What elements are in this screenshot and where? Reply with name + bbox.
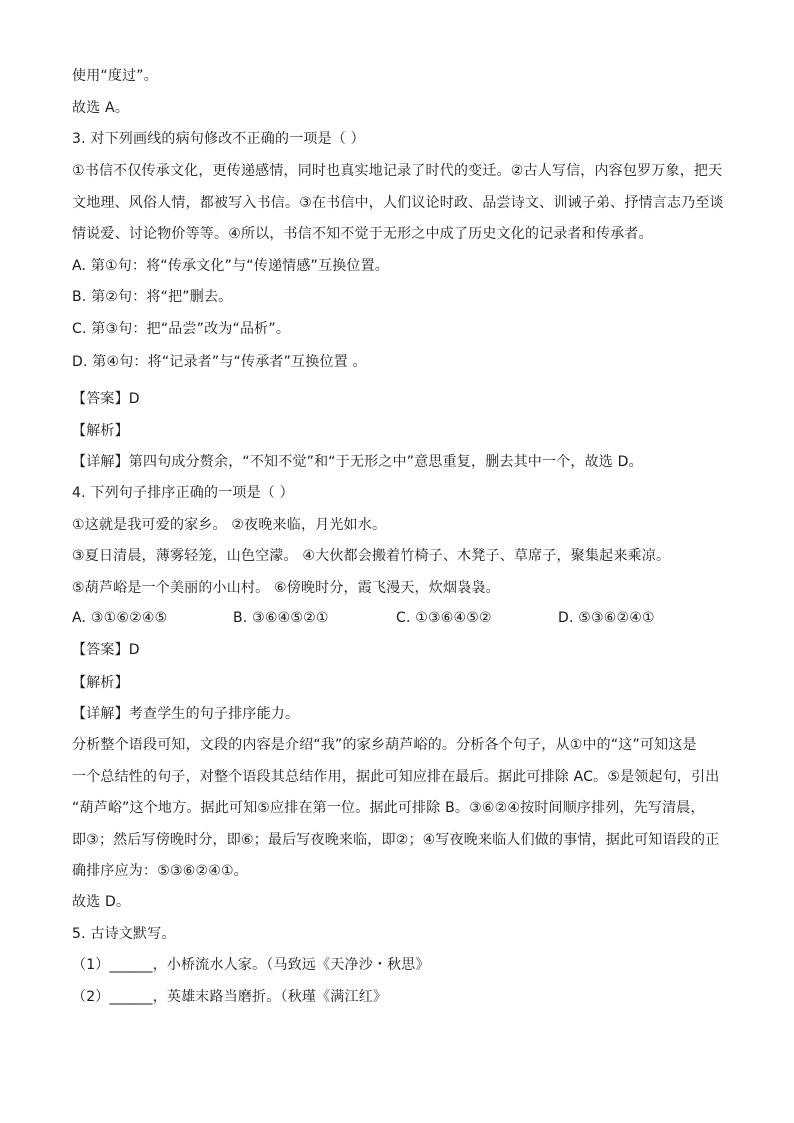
question-4-explanation-line: 一个总结性的句子，对整个语段其总结作用，据此可知应排在最后。据此可排除 AC。⑤是领起句，引出 bbox=[72, 769, 720, 785]
question-4-sentence-line: ①这就是我可爱的家乡。 ②夜晚来临，月光如水。 bbox=[72, 517, 387, 533]
question-4-explanation-line: 分析整个语段可知，文段的内容是介绍“我”的家乡葫芦峪的。分析各个句子，从①中的“这”可知这是 bbox=[72, 737, 697, 753]
question-5-blank-1: （1）______，小桥流水人家。（马致远《天净沙・秋思》 bbox=[72, 957, 430, 973]
question-4-option-a: A. ③①⑥②④⑤ bbox=[72, 610, 168, 626]
question-4-detail: 【详解】考查学生的句子排序能力。 bbox=[72, 706, 300, 722]
question-4-stem: 4. 下列句子排序正确的一项是（ ） bbox=[72, 485, 294, 501]
question-3-option-d: D. 第④句：将“记录者”与“传承者”互换位置 。 bbox=[72, 354, 367, 370]
question-4-explanation-line: 即③；然后写傍晚时分，即⑥；最后写夜晚来临，即②；④写夜晚来临人们做的事情，据此可知语段的正 bbox=[72, 832, 720, 848]
question-3-passage-line: 情说爱、讨论物价等等。④所以，书信不知不觉于无形之中成了历史文化的记录者和传承者。 bbox=[72, 226, 653, 242]
question-3-passage-line: ①书信不仅传承文化，更传递感情，同时也真实地记录了时代的变迁。②古人写信，内容包罗万象，把天 bbox=[72, 163, 723, 179]
question-4-option-b: B. ③⑥④⑤②① bbox=[233, 610, 329, 626]
question-4-analysis-label: 【解析】 bbox=[72, 675, 129, 691]
text-line: 故选 A。 bbox=[72, 100, 130, 116]
text-line: 使用“度过”。 bbox=[72, 68, 158, 84]
question-3-answer: 【答案】D bbox=[72, 391, 140, 407]
question-3-option-a: A. 第①句：将“传承文化”与“传递情感”互换位置。 bbox=[72, 258, 389, 274]
question-4-explanation-line: 确排序应为：⑤③⑥②④①。 bbox=[72, 863, 248, 879]
question-4-explanation-line: “葫芦峪”这个地方。据此可知⑤应排在第一位。据此可排除 B。③⑥②④按时间顺序排列，先写清晨， bbox=[72, 800, 705, 816]
question-3-stem: 3. 对下列画线的病句修改不正确的一项是（ ） bbox=[72, 131, 365, 147]
question-3-analysis-label: 【解析】 bbox=[72, 423, 129, 439]
question-5-stem: 5. 古诗文默写。 bbox=[72, 926, 176, 942]
question-4-sentence-line: ③夏日清晨，薄雾轻笼，山色空濛。 ④大伙都会搬着竹椅子、木凳子、草席子，聚集起来乘凉。 bbox=[72, 548, 671, 564]
question-4-sentence-line: ⑤葫芦峪是一个美丽的小山村。 ⑥傍晚时分，霞飞漫天，炊烟袅袅。 bbox=[72, 580, 500, 596]
question-3-option-c: C. 第③句：把“品尝”改为“品析”。 bbox=[72, 321, 291, 337]
question-3-passage-line: 文地理、风俗人情，都被写入书信。③在书信中，人们议论时政、品尝诗文、训诫子弟、抒情言志乃至谈 bbox=[72, 195, 724, 211]
question-5-blank-2: （2）______，英雄末路当磨折。（秋瑾《满江红》 bbox=[72, 989, 388, 1005]
question-4-option-d: D. ⑤③⑥②④① bbox=[558, 610, 655, 626]
question-4-answer: 【答案】D bbox=[72, 642, 140, 658]
question-3-detail: 【详解】第四句成分赘余，“不知不觉”和“于无形之中”意思重复，删去其中一个，故选 D。 bbox=[72, 454, 643, 470]
question-3-option-b: B. 第②句：将“把”删去。 bbox=[72, 289, 233, 305]
question-4-conclusion: 故选 D。 bbox=[72, 894, 131, 910]
question-4-option-c: C. ①③⑥④⑤② bbox=[396, 610, 492, 626]
